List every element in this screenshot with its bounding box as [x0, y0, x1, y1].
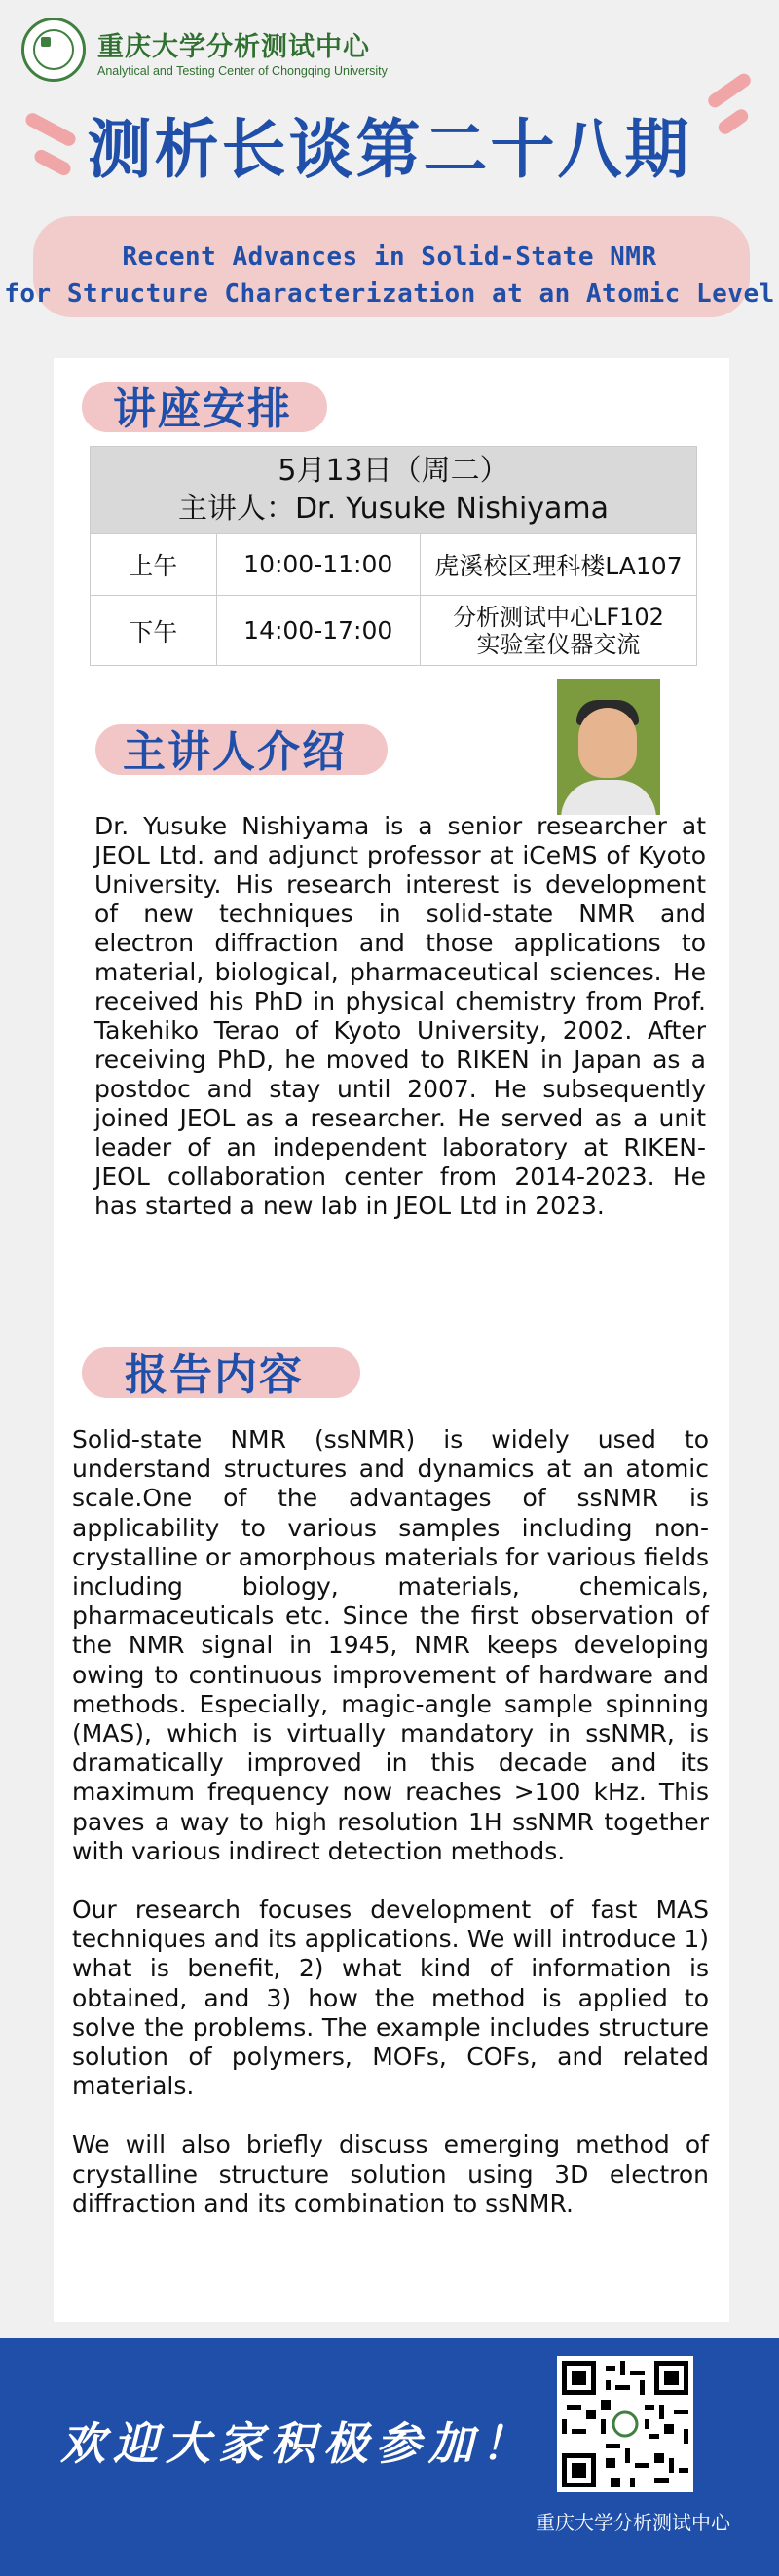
- time-cell: 14:00-17:00: [217, 596, 421, 665]
- qr-caption: 重庆大学分析测试中心: [536, 2511, 730, 2534]
- table-row: [90, 534, 697, 596]
- university-emblem-icon: [21, 18, 86, 82]
- table-row: [90, 596, 697, 666]
- subtitle-line-1: Recent Advances in Solid-State NMR: [122, 242, 657, 272]
- abstract-paragraph-3: We will also briefly discuss emerging method of crystalline structure solution using 3D electron diffraction and its combination to ssNMR.: [72, 2130, 709, 2218]
- lecture-subtitle: [0, 239, 779, 313]
- speaker-bio: Dr. Yusuke Nishiyama is a senior researcher at JEOL Ltd. and adjunct professor at iCeMS of Kyoto University. His research interest is development of new techniques in solid-state NMR and electron diffraction and those applications to material, biological, pharmaceutical sciences. He received his PhD in physical chemistry from Prof. Takehiko Terao of Kyoto University, 2002. After receiving PhD, he moved to RIKEN in Japan as a postdoc and stay until 2007. He subsequently joined JEOL as a researcher. He served as a unit leader of an independent laboratory at RIKEN-JEOL collaboration center from 2014-2023. He has started a new lab in JEOL Ltd in 2023.: [94, 812, 706, 1220]
- period-cell: 上午: [91, 534, 217, 595]
- report-abstract: [72, 1425, 709, 2248]
- schedule-header: [90, 446, 697, 534]
- qr-code-icon: [557, 2356, 693, 2492]
- place-line-2: 实验室仪器交流: [476, 630, 641, 658]
- abstract-paragraph-2: Our research focuses development of fast MAS techniques and its applications. We will introduce 1) what is benefit, 2) what kind of information is obtained, and 3) how the method is applied to solve the problems. The example includes structure solution of polymers, MOFs, COFs, and related materials.: [72, 1895, 709, 2101]
- subtitle-line-2: for Structure Characterization at an Atomic Level: [4, 279, 775, 309]
- org-logo: [21, 18, 391, 86]
- place-cell: 虎溪校区理科楼LA107: [434, 551, 683, 580]
- org-name-cn: 重庆大学分析测试中心: [97, 32, 370, 62]
- place-cell: [421, 596, 696, 665]
- place-line-1: 分析测试中心LF102: [452, 603, 664, 631]
- speaker-line: 主讲人：Dr. Yusuke Nishiyama: [177, 492, 610, 526]
- abstract-paragraph-1: Solid-state NMR (ssNMR) is widely used to understand structures and dynamics at an atomic scale.One of the advantages of ssNMR is applicability to various samples including non-crystalline or amorphous materials for various fields including biology, materials, chemicals, pharmaceuticals etc. Since the first observation of the NMR signal in 1945, NMR keeps developing owing to continuous improvement of hardware and methods. Especially, magic-angle sample spinning (MAS), which is virtually mandatory in ssNMR, is dramatically improved in this decade and its maximum frequency now reaches >100 kHz. This paves a way to high resolution 1H ssNMR together with various indirect detection methods.: [72, 1425, 709, 1865]
- lecture-date: 5月13日（周二）: [278, 454, 509, 488]
- schedule-table: [90, 446, 697, 666]
- time-cell: 10:00-11:00: [217, 534, 421, 595]
- speaker-photo: [557, 679, 660, 815]
- page-title: 测析长谈第二十八期: [87, 112, 692, 187]
- period-cell: 下午: [91, 596, 217, 665]
- welcome-slogan: 欢迎大家积极参加！: [60, 2417, 534, 2470]
- section-title-speaker: 主讲人介绍: [123, 727, 347, 777]
- section-title-report: 报告内容: [125, 1350, 304, 1400]
- section-title-schedule: 讲座安排: [113, 385, 292, 434]
- org-name-en: Analytical and Testing Center of Chongqing University: [97, 64, 388, 78]
